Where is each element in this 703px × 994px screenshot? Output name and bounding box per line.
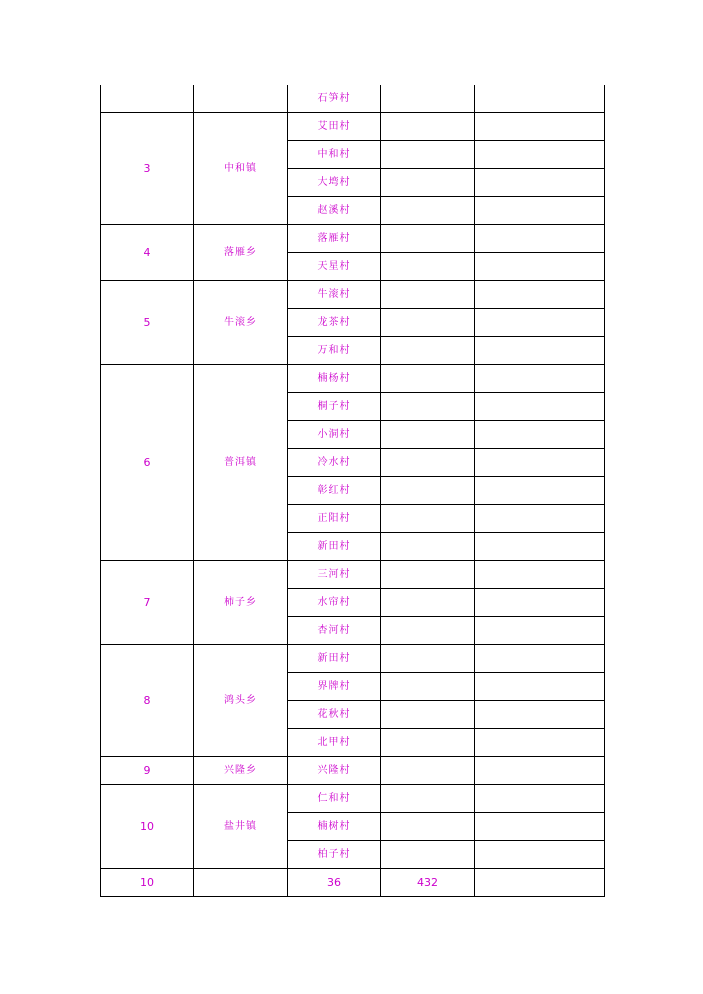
- total-col1-cell: 10: [101, 869, 194, 897]
- table-row: [101, 757, 605, 785]
- count-cell: [381, 197, 475, 225]
- township-cell: 中和镇: [194, 113, 288, 225]
- note-cell: [475, 561, 605, 589]
- table-row: [101, 645, 605, 673]
- group-index-cell: 6: [101, 365, 194, 561]
- note-cell: [475, 141, 605, 169]
- group-index-cell: 4: [101, 225, 194, 281]
- count-cell: [381, 785, 475, 813]
- note-cell: [475, 701, 605, 729]
- village-cell: 大塆村: [288, 169, 381, 197]
- count-cell: [381, 281, 475, 309]
- group-index-cell: 7: [101, 561, 194, 645]
- count-cell: [381, 337, 475, 365]
- count-cell: [381, 533, 475, 561]
- village-cell: 艾田村: [288, 113, 381, 141]
- village-cell: 花秋村: [288, 701, 381, 729]
- table-row: [101, 113, 605, 141]
- village-cell: 石笋村: [288, 85, 381, 113]
- count-cell: [381, 309, 475, 337]
- note-cell: [475, 281, 605, 309]
- note-cell: [475, 673, 605, 701]
- note-cell: [475, 421, 605, 449]
- township-cell: [194, 85, 288, 113]
- village-cell: 柏子村: [288, 841, 381, 869]
- group-index-cell: 8: [101, 645, 194, 757]
- total-col4-cell: 432: [381, 869, 475, 897]
- note-cell: [475, 617, 605, 645]
- village-table: [100, 85, 605, 897]
- village-cell: 正阳村: [288, 505, 381, 533]
- group-index-cell: [101, 85, 194, 113]
- count-cell: [381, 253, 475, 281]
- township-cell: 牛滚乡: [194, 281, 288, 365]
- note-cell: [475, 533, 605, 561]
- count-cell: [381, 589, 475, 617]
- village-cell: 龙茶村: [288, 309, 381, 337]
- count-cell: [381, 113, 475, 141]
- note-cell: [475, 589, 605, 617]
- note-cell: [475, 841, 605, 869]
- village-cell: 新田村: [288, 645, 381, 673]
- township-cell: 鸿头乡: [194, 645, 288, 757]
- village-cell: 中和村: [288, 141, 381, 169]
- village-cell: 赵溪村: [288, 197, 381, 225]
- village-cell: 三河村: [288, 561, 381, 589]
- count-cell: [381, 449, 475, 477]
- village-cell: 小洞村: [288, 421, 381, 449]
- note-cell: [475, 785, 605, 813]
- village-cell: 楠树村: [288, 813, 381, 841]
- village-cell: 万和村: [288, 337, 381, 365]
- township-cell: 落雁乡: [194, 225, 288, 281]
- township-cell: 柿子乡: [194, 561, 288, 645]
- note-cell: [475, 757, 605, 785]
- count-cell: [381, 645, 475, 673]
- count-cell: [381, 813, 475, 841]
- village-cell: 楠杨村: [288, 365, 381, 393]
- table-row: [101, 785, 605, 813]
- village-cell: 桐子村: [288, 393, 381, 421]
- village-cell: 天星村: [288, 253, 381, 281]
- note-cell: [475, 169, 605, 197]
- group-index-cell: 10: [101, 785, 194, 869]
- note-cell: [475, 505, 605, 533]
- table-row: [101, 281, 605, 309]
- total-col5-cell: [475, 869, 605, 897]
- count-cell: [381, 505, 475, 533]
- total-col3-cell: 36: [288, 869, 381, 897]
- village-cell: 水帘村: [288, 589, 381, 617]
- note-cell: [475, 393, 605, 421]
- table-row: [101, 85, 605, 113]
- village-cell: 冷水村: [288, 449, 381, 477]
- count-cell: [381, 617, 475, 645]
- note-cell: [475, 225, 605, 253]
- note-cell: [475, 113, 605, 141]
- count-cell: [381, 561, 475, 589]
- table-row: [101, 561, 605, 589]
- note-cell: [475, 309, 605, 337]
- village-cell: 落雁村: [288, 225, 381, 253]
- count-cell: [381, 225, 475, 253]
- note-cell: [475, 645, 605, 673]
- group-index-cell: 9: [101, 757, 194, 785]
- village-cell: 新田村: [288, 533, 381, 561]
- township-cell: 盐井镇: [194, 785, 288, 869]
- count-cell: [381, 85, 475, 113]
- township-cell: 兴隆乡: [194, 757, 288, 785]
- count-cell: [381, 729, 475, 757]
- count-cell: [381, 841, 475, 869]
- note-cell: [475, 337, 605, 365]
- count-cell: [381, 141, 475, 169]
- table-row: [101, 225, 605, 253]
- village-cell: 仁和村: [288, 785, 381, 813]
- count-cell: [381, 393, 475, 421]
- note-cell: [475, 197, 605, 225]
- note-cell: [475, 477, 605, 505]
- count-cell: [381, 169, 475, 197]
- note-cell: [475, 365, 605, 393]
- village-cell: 杏河村: [288, 617, 381, 645]
- village-cell: 北甲村: [288, 729, 381, 757]
- village-cell: 牛滚村: [288, 281, 381, 309]
- count-cell: [381, 757, 475, 785]
- table-row: [101, 365, 605, 393]
- note-cell: [475, 85, 605, 113]
- count-cell: [381, 701, 475, 729]
- count-cell: [381, 365, 475, 393]
- total-col2-cell: [194, 869, 288, 897]
- note-cell: [475, 813, 605, 841]
- count-cell: [381, 477, 475, 505]
- note-cell: [475, 729, 605, 757]
- total-row: [101, 869, 605, 897]
- village-cell: 彰红村: [288, 477, 381, 505]
- village-cell: 兴隆村: [288, 757, 381, 785]
- count-cell: [381, 673, 475, 701]
- group-index-cell: 5: [101, 281, 194, 365]
- group-index-cell: 3: [101, 113, 194, 225]
- township-cell: 普洱镇: [194, 365, 288, 561]
- count-cell: [381, 421, 475, 449]
- note-cell: [475, 253, 605, 281]
- note-cell: [475, 449, 605, 477]
- village-cell: 界牌村: [288, 673, 381, 701]
